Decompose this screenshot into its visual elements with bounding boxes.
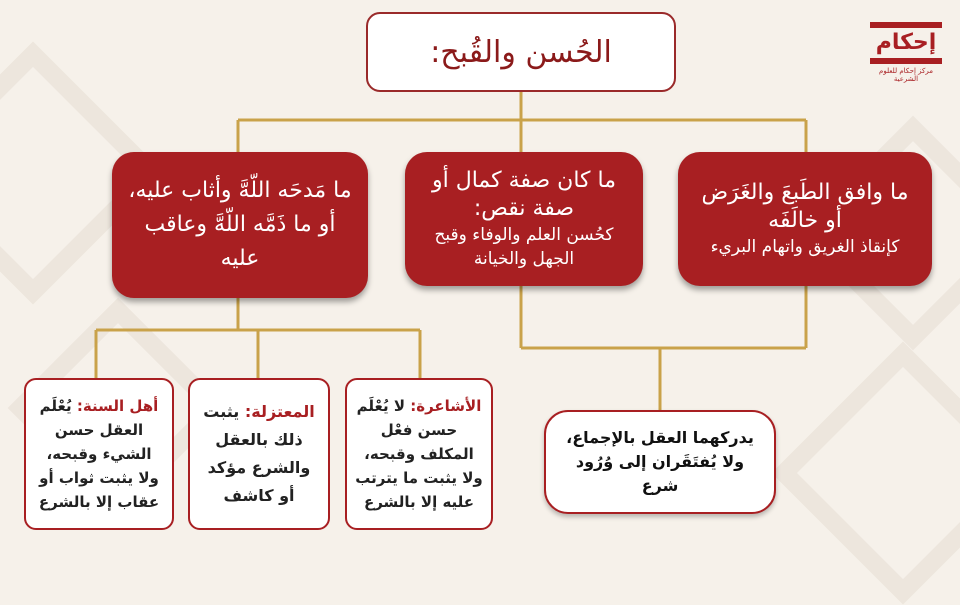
consensus-line-1: يدركهما العقل بالإجماع،: [566, 428, 754, 447]
opinion-ahl-sunna: [24, 378, 174, 530]
page-title: الحُسن والقُبح:: [366, 12, 676, 92]
opinion-ashaira: [345, 378, 493, 530]
consensus-box: [544, 410, 776, 514]
logo-subtitle: مركز إحكام للعلوم الشرعية: [879, 67, 933, 83]
branch-natural-example: كإنقاذ الغريق واتهام البريء: [710, 237, 900, 257]
branch-sharia: [112, 152, 368, 298]
opinion-ahl-sunna-label: أهل السنة:: [76, 397, 159, 415]
consensus-line-2: ولا يُفتَقَران إلى وُرُود شرع: [575, 452, 745, 495]
opinion-ashaira-label: الأشاعرة:: [410, 397, 482, 415]
opinion-mutazila: [188, 378, 330, 530]
branch-natural-heading: ما وافق الطَبعَ والغَرَض أو خالَفَه: [701, 180, 909, 233]
opinion-mutazila-label: المعتزلة:: [244, 402, 315, 421]
opinion-ahl-sunna-text: يُعْلَم العقل حسن الشيء وقبحه، ولا يثبت ثواب أو عقاب إلا بالشرع: [38, 397, 160, 511]
branch-perfection-example: كحُسن العلم والوفاء وقبح الجهل والخيانة: [434, 225, 614, 269]
branch-perfection-heading: ما كان صفة كمال أو صفة نقص:: [431, 168, 616, 221]
logo-mark: إحكام: [870, 22, 942, 64]
opinion-mutazila-text: يثبت ذلك بالعقل والشرع مؤكد أو كاشف: [203, 402, 311, 505]
opinion-ashaira-text: لا يُعْلَم حسن فعْل المكلف وقبحه، ولا يثبت ما يترتب عليه إلا بالشرع: [355, 397, 483, 511]
brand-logo: [870, 22, 942, 83]
branch-perfection: [405, 152, 643, 286]
branch-sharia-heading: ما مَدحَه اللّهَّ وأثاب عليه، أو ما ذَمَّه اللّهَّ وعاقب عليه: [128, 178, 352, 271]
branch-natural: [678, 152, 932, 286]
